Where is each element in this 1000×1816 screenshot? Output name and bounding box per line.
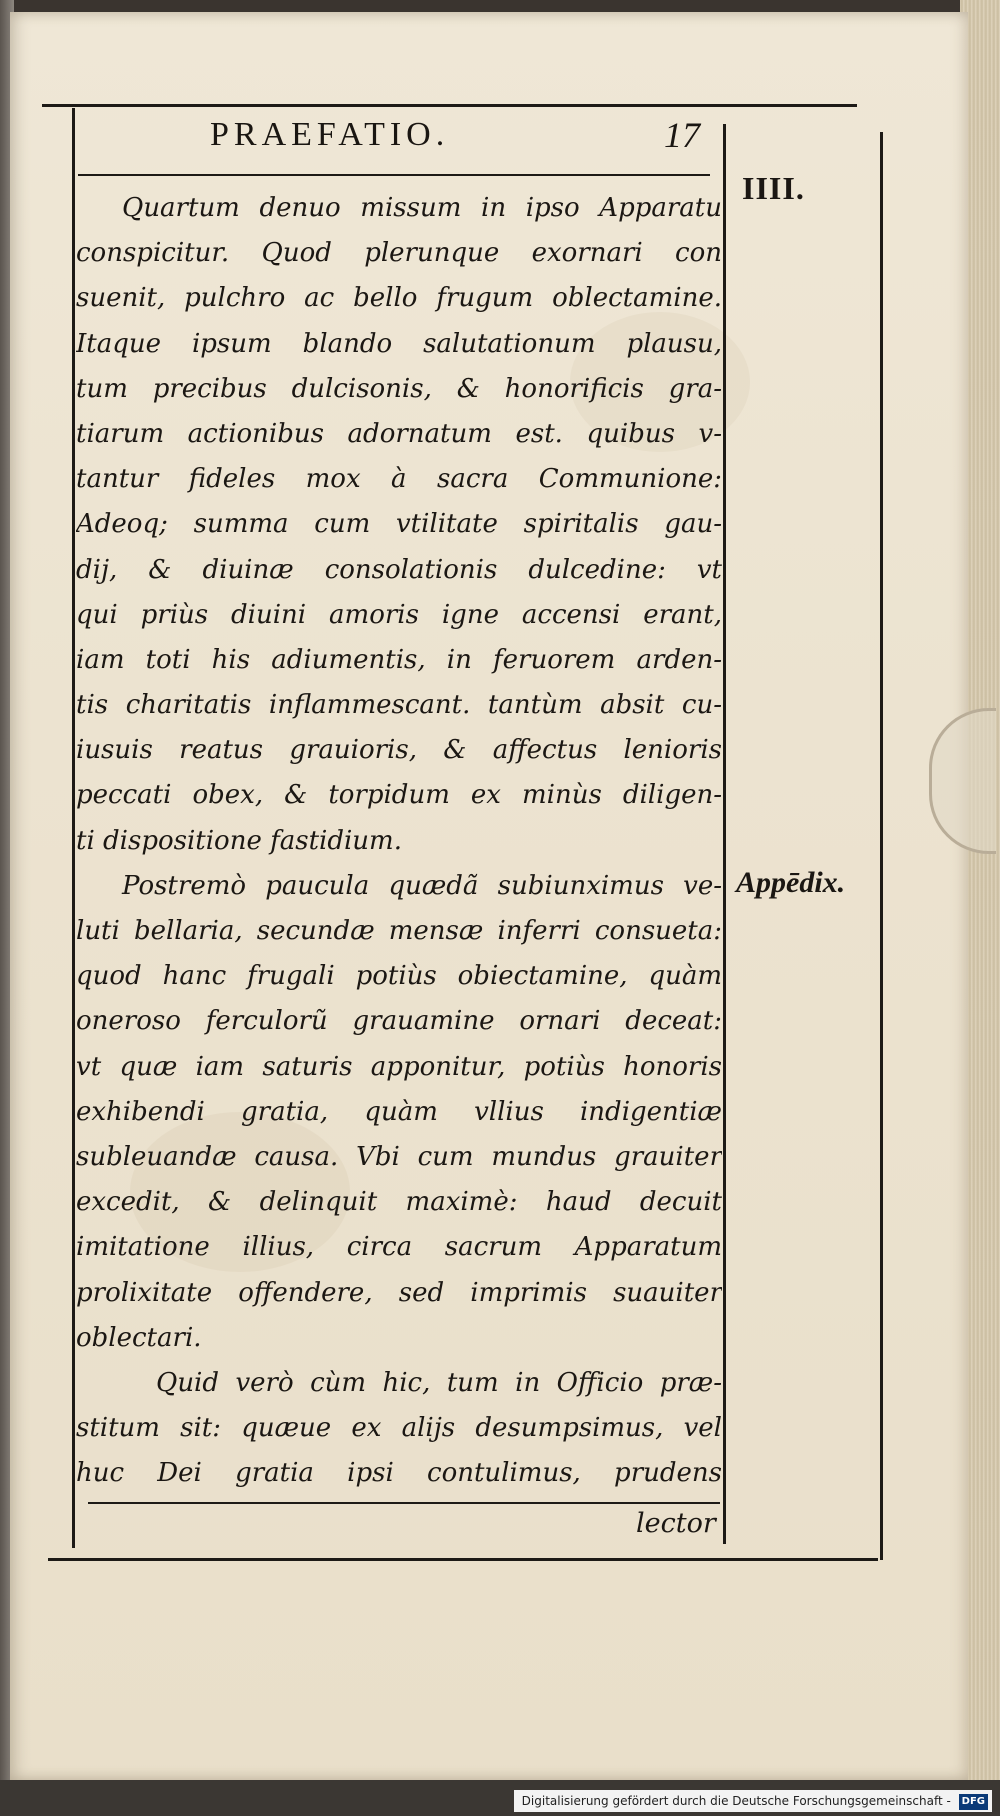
text-line: ti dispositione fastidium.	[76, 825, 402, 856]
text-line: Itaque ipsum blando salutationum plausu,	[76, 328, 722, 359]
text-line: prolixitate offendere, sed imprimis suauiter	[76, 1277, 722, 1308]
text-line: Adeoq; summa cum vtilitate spiritalis gau-	[76, 509, 722, 540]
catchword: lector	[636, 1508, 716, 1539]
text-line: huc Dei gratia ipsi contulimus, prudens	[76, 1458, 722, 1489]
dfg-logo: DFG	[959, 1794, 988, 1810]
text-line: Quartum denuo missum in ipso Apparatu	[122, 193, 722, 223]
text-line: oneroso ferculorũ grauamine ornari deceat:	[76, 1006, 722, 1037]
frame-rule-top	[42, 104, 857, 107]
text-line: suenit, pulchro ac bello frugum oblectamine.	[76, 283, 722, 314]
text-line: tiarum actionibus adornatum est. quibus v-	[76, 418, 722, 449]
text-line: excedit, & delinquit maximè: haud decuit	[76, 1187, 722, 1218]
text-line: Postremò paucula quædã subiunximus ve-	[122, 870, 722, 901]
text-line: iusuis reatus grauioris, & affectus lenioris	[76, 735, 722, 766]
frame-rule-text-right	[723, 124, 726, 1544]
frame-rule-bottom	[48, 1558, 878, 1561]
page-number: 17	[664, 115, 700, 155]
marginal-section-number: IIII.	[742, 170, 805, 206]
text-line: quod hanc frugali potiùs obiectamine, quàm	[76, 961, 722, 992]
text-line: exhibendi gratia, quàm vllius indigentiæ	[76, 1096, 722, 1127]
text-line: dij, & diuinæ consolationis dulcedine: vt	[76, 554, 722, 585]
text-line: qui priùs diuini amoris igne accensi erant,	[76, 599, 722, 630]
credit-text: Digitalisierung gefördert durch die Deutsche Forschungsgemeinschaft -	[521, 1794, 951, 1808]
text-line: luti bellaria, secundæ mensæ inferri consueta:	[76, 916, 722, 946]
running-title: PRAEFATIO.	[210, 116, 450, 153]
text-line: conspicitur. Quod plerunque exornari con	[76, 238, 722, 269]
text-line: imitatione illius, circa sacrum Apparatum	[76, 1232, 722, 1263]
text-line: oblectari.	[76, 1322, 202, 1353]
text-line: stitum sit: quæue ex alijs desumpsimus, vel	[76, 1413, 722, 1444]
text-line: vt quæ iam saturis apponitur, potiùs honoris	[76, 1051, 722, 1082]
footer-strip	[0, 1780, 1000, 1816]
digitization-credit	[514, 1790, 992, 1812]
text-line: Quid verò cùm hic, tum in Officio præ-	[156, 1367, 722, 1398]
frame-rule-left	[72, 108, 75, 1548]
text-line: tantur fideles mox à sacra Communione:	[76, 464, 722, 495]
header-rule	[78, 174, 710, 176]
text-bottom-rule	[88, 1502, 720, 1504]
marginal-appendix-label: Appēdix.	[736, 866, 846, 899]
text-line: tis charitatis inflammescant. tantùm absit cu-	[76, 690, 722, 721]
body-text	[76, 186, 722, 1496]
text-line: peccati obex, & torpidum ex minùs diligen-	[76, 780, 722, 811]
text-line: iam toti his adiumentis, in feruorem arden-	[76, 644, 722, 675]
text-line: subleuandæ causa. Vbi cum mundus grauiter	[76, 1141, 722, 1172]
text-line: tum precibus dulcisonis, & honorificis gra-	[76, 373, 722, 404]
frame-rule-margin-right	[880, 132, 883, 1560]
